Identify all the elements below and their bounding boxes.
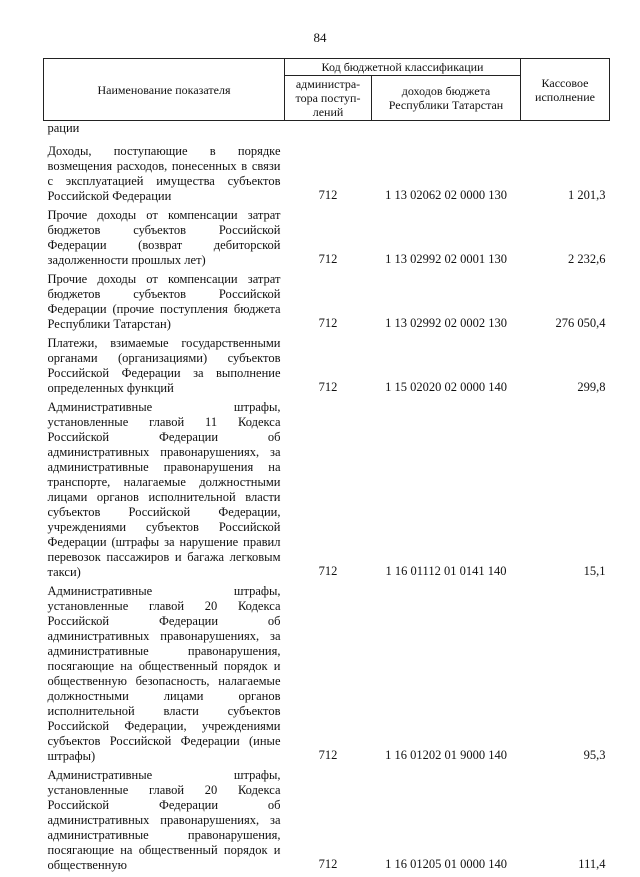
table-row (44, 121, 610, 143)
budget-table-container (43, 58, 609, 875)
row-income-code (372, 121, 521, 143)
budget-table (43, 58, 610, 875)
row-amount: 299,8 (577, 380, 606, 394)
row-admin-code: 712 (318, 564, 338, 578)
table-row (44, 334, 610, 398)
table-row (44, 582, 610, 766)
header-income-code: доходов бюджета Республики Татарстан (372, 76, 521, 121)
row-income-code: 1 16 01205 01 0000 140 (385, 857, 507, 871)
row-amount: 276 050,4 (555, 316, 606, 330)
row-admin-code: 712 (318, 188, 338, 202)
row-income-code: 1 13 02992 02 0002 130 (385, 316, 507, 330)
row-admin-code: 712 (318, 252, 338, 266)
row-amount: 2 232,6 (568, 252, 606, 266)
row-admin-code: 712 (318, 748, 338, 762)
row-income-code: 1 16 01112 01 0141 140 (385, 564, 507, 578)
row-amount: 111,4 (578, 857, 606, 871)
table-row (44, 270, 610, 334)
page-number: 84 (313, 30, 327, 45)
row-name: Платежи, взимаемые государственными органами (организациями) субъектов Российской Федерации за выполнение определенных функций (47, 336, 281, 395)
row-admin-code: 712 (318, 316, 338, 330)
table-row (44, 766, 610, 875)
row-admin-code: 712 (318, 380, 338, 394)
row-income-code: 1 13 02992 02 0001 130 (385, 252, 507, 266)
row-admin-code (285, 121, 372, 143)
row-name: Прочие доходы от компенсации затрат бюджетов субъектов Российской Федерации (прочие поступления бюджета Республики Татарстан) (47, 272, 281, 331)
row-name: Доходы, поступающие в порядке возмещения расходов, понесенных в связи с эксплуатацией имущества субъектов Российской Федерации (47, 144, 281, 203)
row-name: Прочие доходы от компенсации затрат бюджетов субъектов Российской Федерации (возврат дебиторской задолженности прошлых лет) (47, 208, 281, 267)
table-header (44, 59, 610, 121)
header-administrator-code: администра-тора поступ-лений (285, 76, 372, 121)
row-income-code: 1 15 02020 02 0000 140 (385, 380, 507, 394)
table-row (44, 206, 610, 270)
row-amount: 1 201,3 (568, 188, 606, 202)
row-name: Административные штрафы, установленные главой 11 Кодекса Российской Федерации об административных правонарушениях, за административные правонарушения на транспорте, налагаемые должностными лицами органов исполнительной власти субъектов Российской Федерации, учреждениями субъектов Российской Федерации (штрафы за нарушение правил перевозок пассажиров и багажа легковым такси) (47, 400, 281, 579)
table-body (44, 121, 610, 876)
row-admin-code: 712 (318, 857, 338, 871)
row-name: Административные штрафы, установленные главой 20 Кодекса Российской Федерации об административных правонарушениях, за административные правонарушения, посягающие на общественный порядок и общественную безопасность, налагаемые должностными лицами органов исполнительной власти субъектов Российской Федерации, учреждениями субъектов Российской Федерации (иные штрафы) (47, 584, 281, 763)
table-row (44, 398, 610, 582)
row-amount: 95,3 (583, 748, 606, 762)
row-income-code: 1 13 02062 02 0000 130 (385, 188, 507, 202)
header-budget-classification: Код бюджетной классификации (285, 59, 521, 76)
row-amount: 15,1 (583, 564, 606, 578)
header-indicator-name: Наименование показателя (44, 59, 285, 121)
header-cash-execution: Кассовое исполнение (521, 59, 610, 121)
table-row (44, 142, 610, 206)
row-amount (521, 121, 610, 143)
row-income-code: 1 16 01202 01 9000 140 (385, 748, 507, 762)
row-name: Административные штрафы, установленные главой 20 Кодекса Российской Федерации об административных правонарушениях, за административные правонарушения, посягающие на общественный порядок и общественную (47, 768, 281, 872)
row-name: рации (47, 121, 80, 135)
